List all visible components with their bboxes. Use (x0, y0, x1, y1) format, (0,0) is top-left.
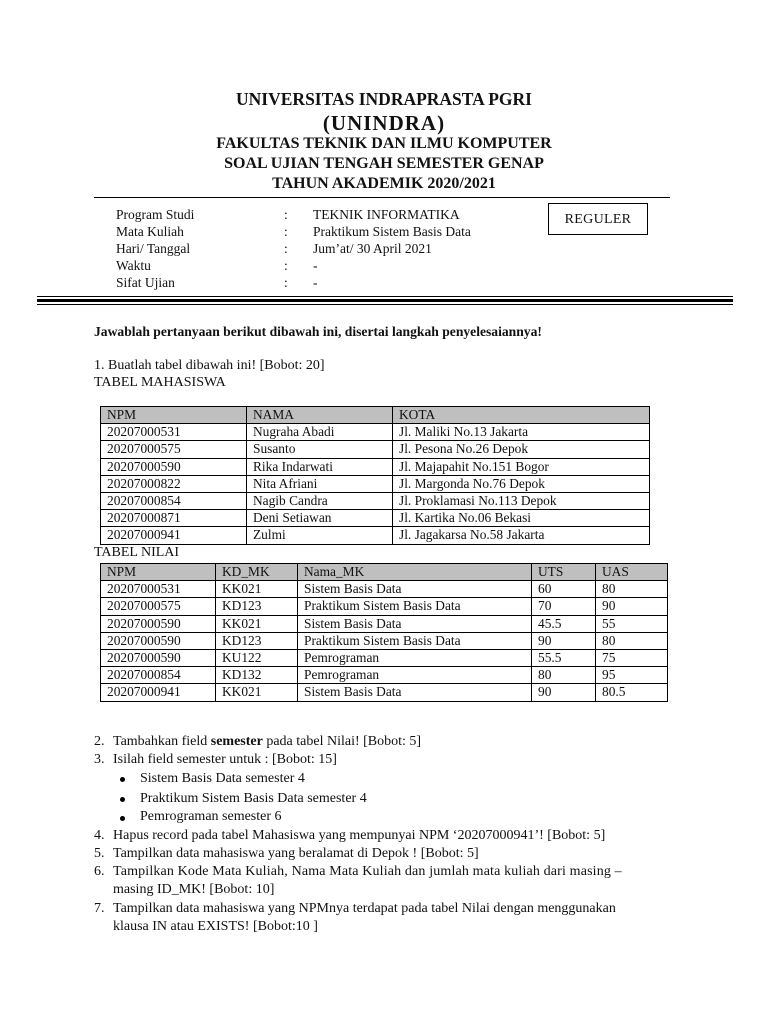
table-row (101, 424, 650, 441)
table-cell: 20207000941 (101, 684, 216, 701)
table-cell: Jl. Maliki No.13 Jakarta (393, 424, 650, 441)
table-row (101, 649, 668, 666)
question-2-text-end: pada tabel Nilai! [Bobot: 5] (262, 734, 422, 749)
info-sep: : (284, 275, 288, 290)
table-nilai-caption: TABEL NILAI (94, 545, 180, 560)
table-cell: Pemrograman (298, 649, 532, 666)
table-cell: Deni Setiawan (247, 510, 393, 527)
column-header: UTS (532, 564, 596, 581)
section-divider (37, 304, 733, 305)
question-6-line-1: Tampilkan Kode Mata Kuliah, Nama Mata Kuliah dan jumlah mata kuliah dari masing – (113, 864, 622, 879)
table-header-row (101, 564, 668, 581)
table-cell: 75 (596, 649, 668, 666)
table-row (101, 527, 650, 544)
column-header: Nama_MK (298, 564, 532, 581)
table-cell: KK021 (216, 581, 298, 598)
table-cell: Zulmi (247, 527, 393, 544)
column-header: KD_MK (216, 564, 298, 581)
table-cell: 20207000871 (101, 510, 247, 527)
table-cell: 20207000531 (101, 424, 247, 441)
info-label: Sifat Ujian (116, 275, 175, 290)
list-item: Sistem Basis Data semester 4 (140, 771, 305, 786)
section-divider (37, 299, 733, 302)
table-cell: 80 (532, 667, 596, 684)
table-cell: Pemrograman (298, 667, 532, 684)
table-cell: KK021 (216, 684, 298, 701)
table-cell: 90 (532, 684, 596, 701)
info-sep: : (284, 224, 288, 239)
table-cell: Jl. Margonda No.76 Depok (393, 475, 650, 492)
section-divider (37, 296, 733, 297)
question-2-text: Tambahkan field (113, 734, 211, 749)
table-cell: 95 (596, 667, 668, 684)
table-cell: 45.5 (532, 615, 596, 632)
table-mahasiswa (100, 406, 650, 545)
table-cell: 20207000854 (101, 667, 216, 684)
column-header: UAS (596, 564, 668, 581)
question-7-line-1: Tampilkan data mahasiswa yang NPMnya terdapat pada tabel Nilai dengan menggunakan (113, 901, 616, 916)
table-cell: 90 (532, 632, 596, 649)
exam-title: SOAL UJIAN TENGAH SEMESTER GENAP (224, 155, 544, 172)
column-header: KOTA (393, 407, 650, 424)
table-cell: Jl. Jagakarsa No.58 Jakarta (393, 527, 650, 544)
question-3-number: 3. (94, 752, 105, 767)
info-label: Hari/ Tanggal (116, 241, 191, 256)
table-cell: Susanto (247, 441, 393, 458)
question-7-line-2: klausa IN atau EXISTS! [Bobot:10 ] (113, 919, 318, 934)
table-cell: Jl. Pesona No.26 Depok (393, 441, 650, 458)
question-4: Hapus record pada tabel Mahasiswa yang mempunyai NPM ‘20207000941’! [Bobot: 5] (113, 828, 606, 843)
table-mahasiswa-caption: TABEL MAHASISWA (94, 375, 226, 390)
table-nilai (100, 563, 668, 702)
question-7-number: 7. (94, 901, 105, 916)
info-sep: : (284, 258, 288, 273)
info-value: - (313, 258, 318, 273)
table-cell: 60 (532, 581, 596, 598)
table-cell: Jl. Proklamasi No.113 Depok (393, 492, 650, 509)
table-row (101, 441, 650, 458)
bullet-icon (120, 777, 125, 782)
question-6-line-2: masing ID_MK! [Bobot: 10] (113, 882, 275, 897)
column-header: NPM (101, 407, 247, 424)
table-cell: 20207000575 (101, 441, 247, 458)
info-label: Waktu (116, 258, 151, 273)
table-cell: Sistem Basis Data (298, 581, 532, 598)
info-value: - (313, 275, 318, 290)
table-cell: KD132 (216, 667, 298, 684)
list-item: Pemrograman semester 6 (140, 809, 282, 824)
question-6-number: 6. (94, 864, 105, 879)
question-2-number: 2. (94, 734, 105, 749)
table-cell: 90 (596, 598, 668, 615)
table-row (101, 598, 668, 615)
question-3: Isilah field semester untuk : [Bobot: 15] (113, 752, 337, 767)
column-header: NPM (101, 564, 216, 581)
table-cell: 20207000575 (101, 598, 216, 615)
info-label: Mata Kuliah (116, 224, 184, 239)
table-cell: Praktikum Sistem Basis Data (298, 598, 532, 615)
table-cell: Jl. Majapahit No.151 Bogor (393, 458, 650, 475)
list-item: Praktikum Sistem Basis Data semester 4 (140, 791, 367, 806)
bullet-icon (120, 797, 125, 802)
table-cell: Sistem Basis Data (298, 684, 532, 701)
table-cell: Jl. Kartika No.06 Bekasi (393, 510, 650, 527)
bullet-icon (120, 816, 125, 821)
table-row (101, 615, 668, 632)
table-cell: 20207000822 (101, 475, 247, 492)
table-row (101, 475, 650, 492)
table-cell: Praktikum Sistem Basis Data (298, 632, 532, 649)
info-value: Praktikum Sistem Basis Data (313, 224, 471, 239)
university-name: UNIVERSITAS INDRAPRASTA PGRI (236, 89, 532, 109)
table-cell: Sistem Basis Data (298, 615, 532, 632)
question-5-number: 5. (94, 846, 105, 861)
table-cell: 80 (596, 632, 668, 649)
table-cell: 55.5 (532, 649, 596, 666)
table-row (101, 667, 668, 684)
table-cell: 55 (596, 615, 668, 632)
header-divider (94, 197, 670, 198)
table-row (101, 458, 650, 475)
table-cell: 20207000590 (101, 615, 216, 632)
faculty-name: FAKULTAS TEKNIK DAN ILMU KOMPUTER (216, 135, 552, 152)
table-row (101, 492, 650, 509)
table-row (101, 632, 668, 649)
table-cell: KD123 (216, 632, 298, 649)
table-cell: KU122 (216, 649, 298, 666)
question-1: 1. Buatlah tabel dibawah ini! [Bobot: 20] (94, 358, 325, 373)
table-cell: 20207000590 (101, 458, 247, 475)
table-cell: 70 (532, 598, 596, 615)
table-cell: 20207000590 (101, 632, 216, 649)
table-cell: Nita Afriani (247, 475, 393, 492)
table-cell: KD123 (216, 598, 298, 615)
question-2-bold: semester (210, 734, 263, 749)
question-5: Tampilkan data mahasiswa yang beralamat di Depok ! [Bobot: 5] (113, 846, 479, 861)
info-value: TEKNIK INFORMATIKA (313, 207, 460, 222)
info-value: Jum’at/ 30 April 2021 (313, 241, 432, 256)
academic-year: TAHUN AKADEMIK 2020/2021 (272, 175, 496, 192)
class-type-box: REGULER (548, 203, 648, 235)
table-cell: KK021 (216, 615, 298, 632)
question-2 (113, 734, 421, 750)
info-sep: : (284, 241, 288, 256)
table-cell: 20207000854 (101, 492, 247, 509)
instruction: Jawablah pertanyaan berikut dibawah ini, disertai langkah penyelesaiannya! (94, 324, 542, 339)
table-cell: 80 (596, 581, 668, 598)
table-cell: Nugraha Abadi (247, 424, 393, 441)
info-label: Program Studi (116, 207, 195, 222)
table-row (101, 581, 668, 598)
table-row (101, 510, 650, 527)
table-cell: Rika Indarwati (247, 458, 393, 475)
table-cell: 20207000941 (101, 527, 247, 544)
info-sep: : (284, 207, 288, 222)
table-cell: 20207000531 (101, 581, 216, 598)
column-header: NAMA (247, 407, 393, 424)
table-cell: 80.5 (596, 684, 668, 701)
question-4-number: 4. (94, 828, 105, 843)
table-cell: Nagib Candra (247, 492, 393, 509)
university-abbrev: (UNINDRA) (322, 111, 446, 135)
table-row (101, 684, 668, 701)
table-cell: 20207000590 (101, 649, 216, 666)
table-header-row (101, 407, 650, 424)
